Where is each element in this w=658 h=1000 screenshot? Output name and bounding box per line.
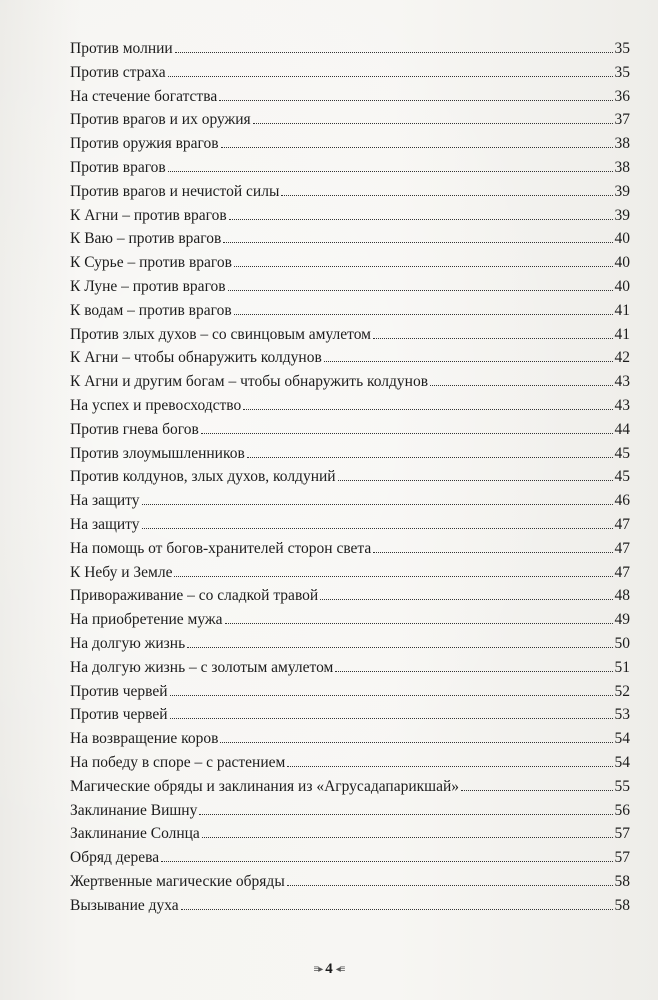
toc-entry-page-number: 50 bbox=[614, 634, 630, 652]
toc-entry-title: Заклинание Солнца bbox=[70, 825, 200, 843]
toc-entry-page-number: 58 bbox=[614, 872, 630, 890]
toc-entry bbox=[70, 894, 630, 918]
toc-entry-title: Против оружия врагов bbox=[70, 135, 219, 153]
toc-entry-page-number: 38 bbox=[614, 158, 630, 176]
toc-entry-title: На успех и превосходство bbox=[70, 396, 242, 414]
toc-entry-page-number: 51 bbox=[614, 658, 630, 676]
toc-entry bbox=[70, 299, 630, 323]
toc-entry bbox=[70, 275, 630, 299]
toc-entry-page-number: 38 bbox=[614, 135, 630, 153]
toc-entry-title: К Агни – против врагов bbox=[70, 206, 227, 224]
toc-entry-title: К Агни и другим богам – чтобы обнаружить колдунов bbox=[70, 373, 429, 391]
toc-entry-page-number: 48 bbox=[614, 587, 630, 605]
dot-leader bbox=[373, 552, 612, 553]
dot-leader bbox=[335, 671, 612, 672]
toc-entry bbox=[70, 61, 630, 85]
toc-entry-title: Против врагов и нечистой силы bbox=[70, 182, 280, 200]
toc-entry-title: Против червей bbox=[70, 682, 168, 700]
toc-entry-page-number: 44 bbox=[614, 420, 630, 438]
toc-entry-page-number: 54 bbox=[614, 730, 630, 748]
toc-entry-page-number: 54 bbox=[614, 753, 630, 771]
dot-leader bbox=[199, 814, 612, 815]
toc-entry-page-number: 45 bbox=[614, 468, 630, 486]
dot-leader bbox=[338, 480, 613, 481]
toc-entry-title: Против врагов и их оружия bbox=[70, 111, 251, 129]
dot-leader bbox=[228, 290, 613, 291]
page-number: 4 bbox=[325, 961, 333, 978]
toc-entry-page-number: 39 bbox=[614, 182, 630, 200]
toc-entry bbox=[70, 418, 630, 442]
toc-entry bbox=[70, 156, 630, 180]
toc-entry-title: Обряд дерева bbox=[70, 849, 160, 867]
page-footer bbox=[0, 961, 658, 978]
dot-leader bbox=[175, 52, 613, 53]
dot-leader bbox=[170, 695, 613, 696]
right-ornament-icon: ◂≡ bbox=[335, 964, 345, 976]
toc-entry-title: Против врагов bbox=[70, 158, 166, 176]
dot-leader bbox=[287, 766, 612, 767]
dot-leader bbox=[243, 409, 612, 410]
dot-leader bbox=[430, 385, 612, 386]
toc-entry-title: Против злых духов – со свинцовым амулетом bbox=[70, 325, 371, 343]
dot-leader bbox=[461, 790, 612, 791]
toc-entry bbox=[70, 632, 630, 656]
toc-entry-page-number: 52 bbox=[614, 682, 630, 700]
dot-leader bbox=[142, 504, 613, 505]
toc-entry-page-number: 47 bbox=[614, 563, 630, 581]
toc-entry-page-number: 41 bbox=[614, 301, 630, 319]
toc-entry bbox=[70, 180, 630, 204]
toc-entry-title: К Ваю – против врагов bbox=[70, 230, 222, 248]
dot-leader bbox=[234, 266, 613, 267]
toc-entry-title: На защиту bbox=[70, 492, 140, 510]
toc-entry-title: К Небу и Земле bbox=[70, 563, 173, 581]
toc-entry-page-number: 46 bbox=[614, 492, 630, 510]
toc-entry bbox=[70, 465, 630, 489]
toc-entry-page-number: 35 bbox=[614, 63, 630, 81]
toc-entry-title: К водам – против врагов bbox=[70, 301, 232, 319]
dot-leader bbox=[168, 76, 613, 77]
toc-entry bbox=[70, 132, 630, 156]
toc-entry-page-number: 40 bbox=[614, 277, 630, 295]
toc-entry-title: Магические обряды и заклинания из «Агрусадапарикшай» bbox=[70, 777, 460, 795]
dot-leader bbox=[287, 885, 613, 886]
dot-leader bbox=[201, 433, 613, 434]
toc-entry bbox=[70, 822, 630, 846]
toc-entry-page-number: 43 bbox=[614, 373, 630, 391]
dot-leader bbox=[223, 242, 612, 243]
toc-entry-title: На победу в споре – с растением bbox=[70, 753, 286, 771]
toc-entry-page-number: 40 bbox=[614, 254, 630, 272]
left-ornament-icon: ≡▸ bbox=[313, 964, 323, 976]
toc-entry-title: Вызывание духа bbox=[70, 896, 179, 914]
toc-entry-title: Против гнева богов bbox=[70, 420, 199, 438]
dot-leader bbox=[170, 718, 613, 719]
toc-entry-title: На помощь от богов-хранителей сторон света bbox=[70, 539, 372, 557]
dot-leader bbox=[253, 123, 613, 124]
toc-entry-title: На стечение богатства bbox=[70, 87, 218, 105]
dot-leader bbox=[161, 861, 612, 862]
dot-leader bbox=[142, 528, 613, 529]
toc-entry-page-number: 49 bbox=[614, 611, 630, 629]
dot-leader bbox=[234, 314, 613, 315]
toc-entry-page-number: 35 bbox=[614, 40, 630, 57]
toc-entry-page-number: 55 bbox=[614, 777, 630, 795]
toc-entry-title: К Луне – против врагов bbox=[70, 277, 226, 295]
toc-entry-page-number: 53 bbox=[614, 706, 630, 724]
toc-entry bbox=[70, 656, 630, 680]
toc-entry-page-number: 58 bbox=[614, 896, 630, 914]
toc-entry-title: На возвращение коров bbox=[70, 730, 219, 748]
toc-entry bbox=[70, 513, 630, 537]
toc-entry bbox=[70, 584, 630, 608]
toc-entry-title: На приобретение мужа bbox=[70, 611, 223, 629]
toc-entry-title: Против страха bbox=[70, 63, 166, 81]
toc-entry bbox=[70, 85, 630, 109]
toc-entry-page-number: 47 bbox=[614, 515, 630, 533]
dot-leader bbox=[324, 361, 613, 362]
toc-entry bbox=[70, 489, 630, 513]
toc-entry bbox=[70, 680, 630, 704]
toc-entry-page-number: 57 bbox=[614, 849, 630, 867]
dot-leader bbox=[320, 599, 612, 600]
toc-entry bbox=[70, 227, 630, 251]
dot-leader bbox=[174, 576, 612, 577]
toc-entry bbox=[70, 703, 630, 727]
toc-entry-title: Против колдунов, злых духов, колдуний bbox=[70, 468, 336, 486]
toc-entry bbox=[70, 204, 630, 228]
toc-entry bbox=[70, 537, 630, 561]
toc-entry-title: Жертвенные магические обряды bbox=[70, 872, 285, 890]
toc-entry-page-number: 41 bbox=[614, 325, 630, 343]
toc-entry bbox=[70, 561, 630, 585]
dot-leader bbox=[281, 195, 612, 196]
toc-entry bbox=[70, 727, 630, 751]
table-of-contents bbox=[70, 37, 630, 917]
toc-entry-page-number: 42 bbox=[614, 349, 630, 367]
toc-entry bbox=[70, 751, 630, 775]
dot-leader bbox=[229, 219, 613, 220]
toc-entry bbox=[70, 394, 630, 418]
toc-entry bbox=[70, 323, 630, 347]
toc-entry-title: Против червей bbox=[70, 706, 168, 724]
dot-leader bbox=[168, 171, 613, 172]
toc-entry-title: Заклинание Вишну bbox=[70, 801, 198, 819]
toc-entry-page-number: 47 bbox=[614, 539, 630, 557]
dot-leader bbox=[373, 338, 613, 339]
toc-entry-title: На долгую жизнь bbox=[70, 634, 186, 652]
dot-leader bbox=[225, 623, 613, 624]
toc-entry-page-number: 56 bbox=[614, 801, 630, 819]
dot-leader bbox=[202, 837, 613, 838]
dot-leader bbox=[221, 147, 613, 148]
toc-entry bbox=[70, 251, 630, 275]
toc-entry bbox=[70, 346, 630, 370]
toc-entry-page-number: 45 bbox=[614, 444, 630, 462]
dot-leader bbox=[219, 100, 612, 101]
dot-leader bbox=[247, 457, 613, 458]
toc-entry-page-number: 43 bbox=[614, 396, 630, 414]
toc-entry bbox=[70, 799, 630, 823]
toc-entry-title: Привораживание – со сладкой травой bbox=[70, 587, 319, 605]
toc-entry-title: К Сурье – против врагов bbox=[70, 254, 232, 272]
toc-entry-page-number: 39 bbox=[614, 206, 630, 224]
toc-entry-page-number: 37 bbox=[614, 111, 630, 129]
toc-entry-page-number: 40 bbox=[614, 230, 630, 248]
toc-entry-title: К Агни – чтобы обнаружить колдунов bbox=[70, 349, 322, 367]
toc-entry bbox=[70, 442, 630, 466]
toc-entry-title: На долгую жизнь – с золотым амулетом bbox=[70, 658, 334, 676]
toc-entry bbox=[70, 775, 630, 799]
toc-entry bbox=[70, 108, 630, 132]
dot-leader bbox=[181, 909, 613, 910]
toc-entry-title: На защиту bbox=[70, 515, 140, 533]
dot-leader bbox=[220, 742, 612, 743]
toc-entry bbox=[70, 870, 630, 894]
toc-entry-page-number: 57 bbox=[614, 825, 630, 843]
toc-entry bbox=[70, 370, 630, 394]
toc-entry-page-number: 36 bbox=[614, 87, 630, 105]
toc-entry bbox=[70, 608, 630, 632]
dot-leader bbox=[187, 647, 612, 648]
toc-entry-title: Против злоумышленников bbox=[70, 444, 245, 462]
toc-entry bbox=[70, 37, 630, 61]
toc-entry bbox=[70, 846, 630, 870]
toc-entry-title: Против молнии bbox=[70, 40, 173, 57]
